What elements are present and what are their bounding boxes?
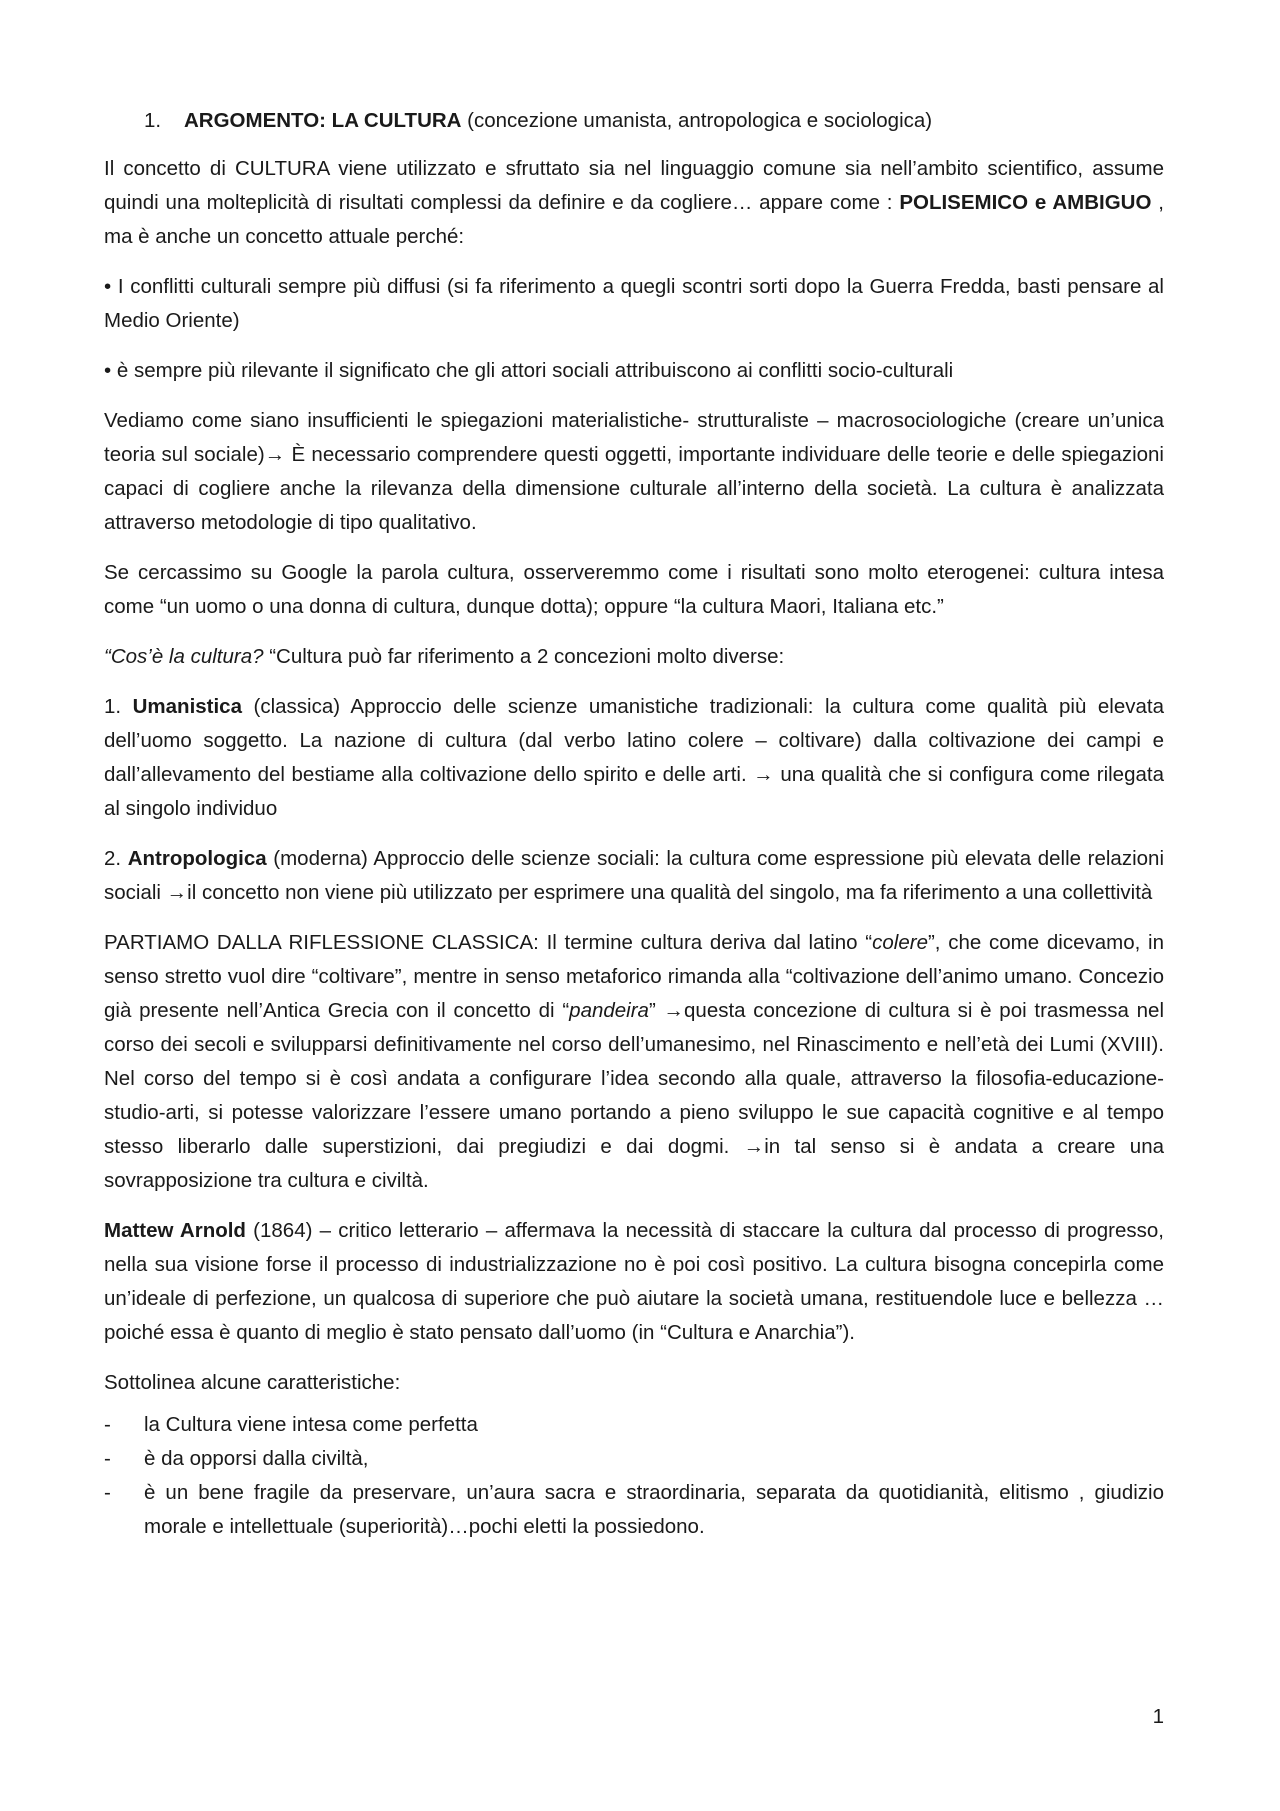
umanistica-text: (classica) Approccio delle scienze umanistiche tradizionali: la cultura come qualità più elevata dell’uomo soggetto. La nazione di cultura (dal verbo latino colere – coltivare) dalla coltivazione dei campi e dall’allevamento del bestiame alla coltivazione dello spirito e delle arti. → una qualità che si configura come rilegata al singolo individuo	[104, 695, 1164, 820]
arnold-text: (1864) – critico letterario – affermava la necessità di staccare la cultura dal processo di progresso, nella sua visione forse il processo di industrializzazione no è poi così positivo. La cultura bisogna concepirla come un’ideale di perfezione, un qualcosa di superiore che può aiutare la società umana, restituendole luce e bellezza …poiché essa è quanto di meglio è stato pensato dall’uomo (in “Cultura e Anarchia”).	[104, 1219, 1164, 1344]
classica-text-3: ” →questa concezione di cultura si è poi trasmessa nel corso dei secoli e svilupparsi definitivamente nel corso dell’umanesimo, nel Rinascimento e nell’età dei Lumi (XVIII). Nel corso del tempo si è così andata a configurare l’idea secondo alla quale, attraverso la filosofia-educazione-studio-arti, si potesse valorizzare l’essere umano portando a pieno sviluppo le sue capacità cognitive e al tempo stesso liberarlo dalle superstizioni, dai pregiudizi e dai dogmi. →in tal senso si è andata a creare una sovrapposizione tra cultura e civiltà.	[104, 999, 1164, 1192]
list-marker: -	[104, 1413, 111, 1436]
intro-text: Il concetto di CULTURA viene utilizzato e sfruttato sia nel linguaggio comune sia nell’ambito scientifico, assume quindi una molteplicità di risultati complessi da definire e da cogliere… appare come :	[104, 157, 1164, 214]
paragraph-umanistica	[104, 690, 1164, 826]
paragraph-characteristics: Sottolinea alcune caratteristiche:	[104, 1371, 401, 1394]
list-marker: -	[104, 1481, 111, 1504]
paragraph-arnold	[104, 1214, 1164, 1350]
list-item-text: è un bene fragile da preservare, un’aura sacra e straordinaria, separata da quotidianità, elitismo , giudizio morale e intellettuale (superiorità)…pochi eletti la possiedono.	[144, 1481, 1164, 1538]
list-item-text: la Cultura viene intesa come perfetta	[144, 1413, 478, 1436]
classica-text-2: ”, che come dicevamo, in senso stretto vuol dire “coltivare”, mentre in senso metaforico rimanda alla “coltivazione dell’animo umano. Concezio già presente nell’Antica Grecia con il concetto di “	[104, 931, 1164, 1022]
list-item	[104, 1442, 1164, 1476]
classica-text-1: PARTIAMO DALLA RIFLESSIONE CLASSICA: Il termine cultura deriva dal latino “	[104, 931, 873, 954]
question-text: “Cos’è la cultura?	[104, 645, 264, 668]
document-page	[104, 104, 1164, 1544]
paragraph-classica	[104, 926, 1164, 1198]
paragraph-google: Se cercassimo su Google la parola cultura, osserveremmo come i risultati sono molto eterogenei: cultura intesa come “un uomo o una donna di cultura, dunque dotta); oppure “la cultura Maori, Italiana etc.”	[104, 561, 1164, 618]
umanistica-term: Umanistica	[132, 695, 242, 718]
antropologica-number: 2.	[104, 847, 128, 870]
intro-emphasis: POLISEMICO e AMBIGUO	[899, 191, 1152, 214]
characteristics-list	[104, 1408, 1164, 1544]
bullet-conflicts: • I conflitti culturali sempre più diffusi (si fa riferimento a quegli scontri sorti dopo la Guerra Fredda, basti pensare al Medio Oriente)	[104, 275, 1164, 332]
list-marker: -	[104, 1447, 111, 1470]
paragraph-question	[104, 640, 1164, 674]
question-answer: “Cultura può far riferimento a 2 concezioni molto diverse:	[263, 645, 785, 668]
list-item-text: è da opporsi dalla civiltà,	[144, 1447, 369, 1470]
intro-paragraph	[104, 152, 1164, 254]
heading-subtitle: (concezione umanista, antropologica e sociologica)	[461, 109, 933, 132]
heading-title: ARGOMENTO: LA CULTURA	[184, 109, 462, 132]
page-number: 1	[1152, 1705, 1164, 1728]
paragraph-antropologica	[104, 842, 1164, 910]
arnold-name: Mattew Arnold	[104, 1219, 246, 1242]
classica-term-pandeira: pandeira	[569, 999, 649, 1022]
section-heading	[144, 104, 1164, 138]
bullet-significance: • è sempre più rilevante il significato che gli attori sociali attribuiscono ai conflitti socio-culturali	[104, 359, 954, 382]
paragraph-explanations: Vediamo come siano insufficienti le spiegazioni materialistiche- strutturaliste – macrosociologiche (creare un’unica teoria sul sociale)→ È necessario comprendere questi oggetti, importante individuare delle teorie e delle spiegazioni capaci di cogliere anche la rilevanza della dimensione culturale all’interno della società. La cultura è analizzata attraverso metodologie di tipo qualitativo.	[104, 409, 1164, 534]
classica-term-colere: colere	[872, 931, 928, 954]
heading-number: 1.	[144, 109, 162, 132]
list-item	[104, 1408, 1164, 1442]
list-item	[104, 1476, 1164, 1544]
antropologica-term: Antropologica	[127, 847, 267, 870]
antropologica-text: (moderna) Approccio delle scienze sociali: la cultura come espressione più elevata delle relazioni sociali →il concetto non viene più utilizzato per esprimere una qualità del singolo, ma fa riferimento a una collettività	[104, 847, 1164, 904]
umanistica-number: 1.	[104, 695, 133, 718]
intro-text-end: , ma è anche un concetto attuale perché:	[104, 191, 1164, 248]
